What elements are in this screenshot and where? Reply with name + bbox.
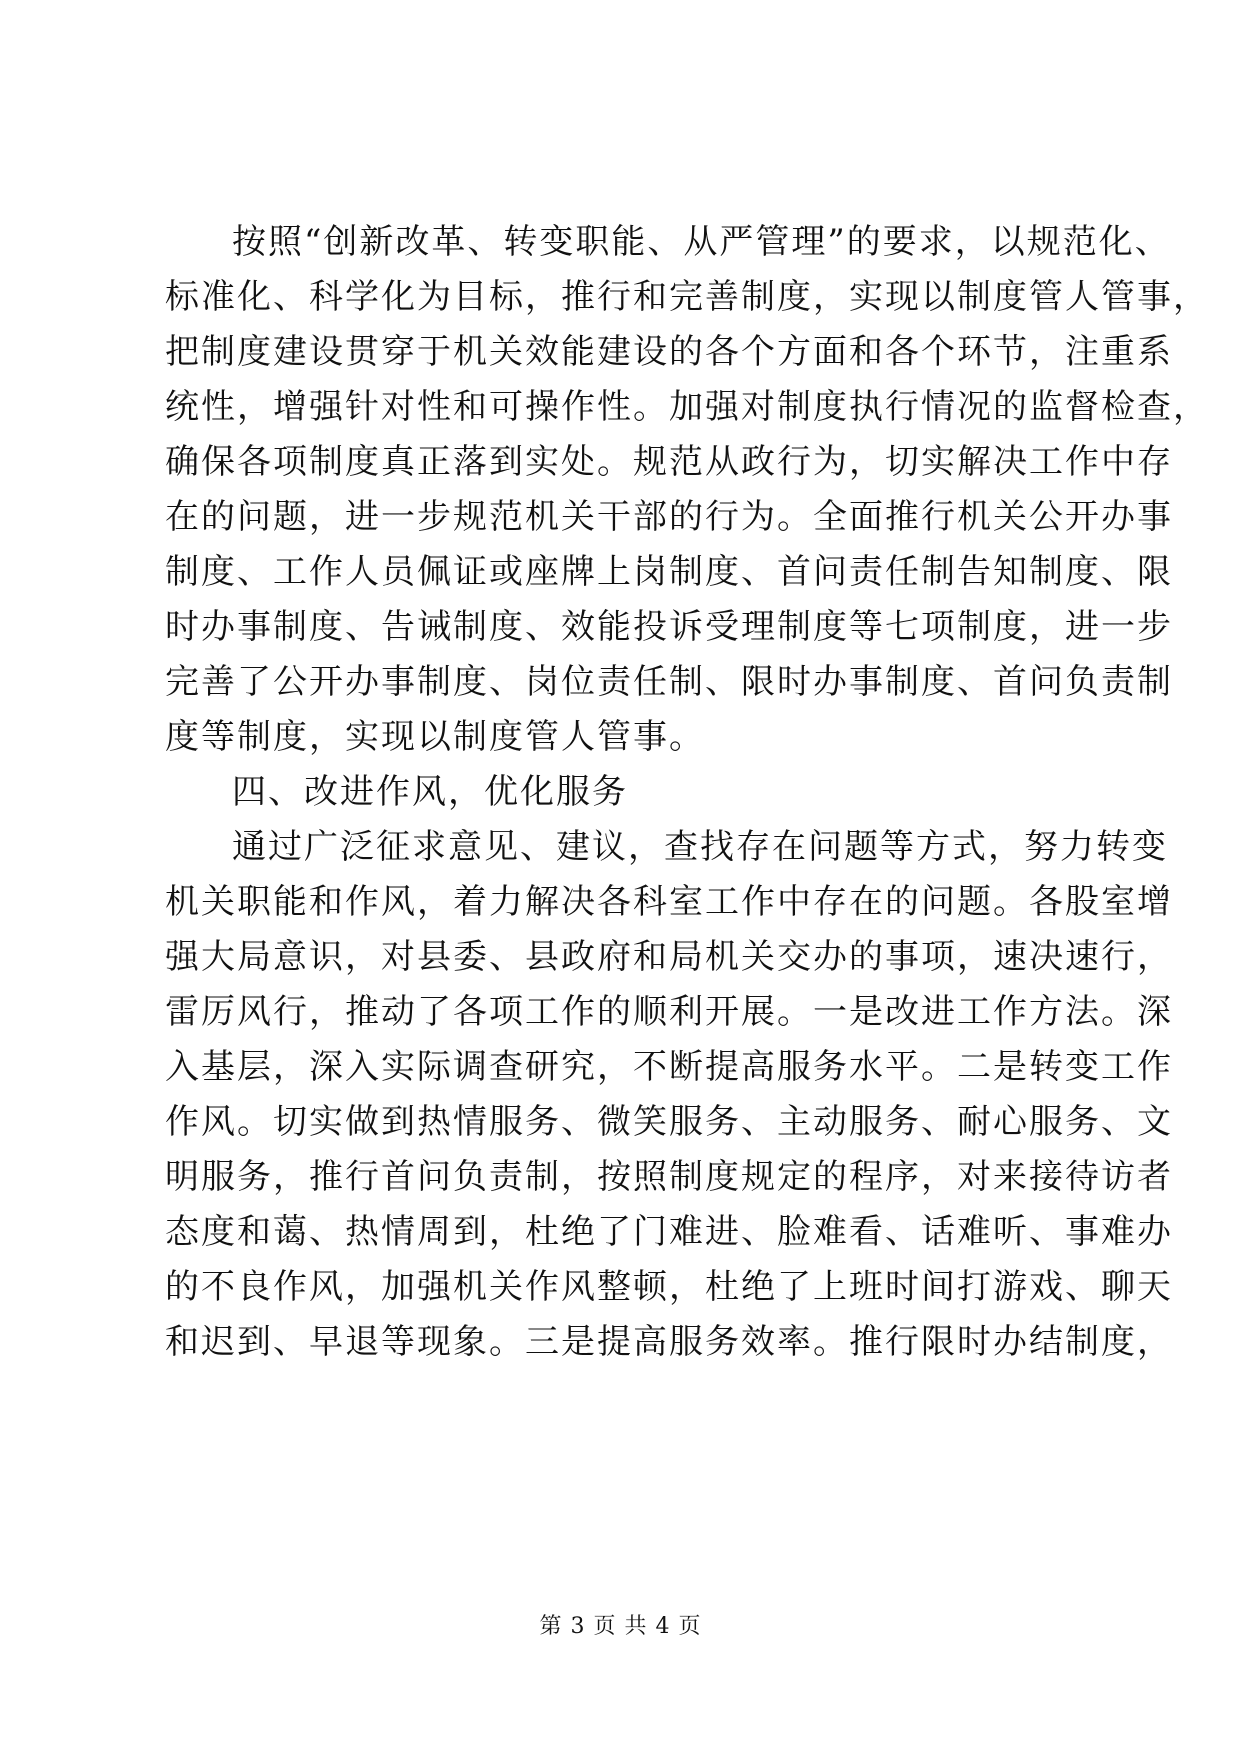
text-line: 和迟到、早退等现象。三是提高服务效率。推行限时办结制度， [165, 1322, 1173, 1362]
text-line: 的不良作风，加强机关作风整顿，杜绝了上班时间打游戏、聊天 [165, 1267, 1173, 1307]
text-line: 强大局意识，对县委、县政府和局机关交办的事项，速决速行， [165, 937, 1173, 977]
text-line: 按照“创新改革、转变职能、从严管理”的要求，以规范化、 [232, 222, 1171, 262]
text-line: 把制度建设贯穿于机关效能建设的各个方面和各个环节，注重系 [165, 332, 1173, 372]
text-line: 入基层，深入实际调查研究，不断提高服务水平。二是转变工作 [165, 1047, 1173, 1087]
text-line: 统性，增强针对性和可操作性。加强对制度执行情况的监督检查， [165, 387, 1209, 427]
page-number-footer: 第 3 页 共 4 页 [539, 1614, 702, 1639]
text-line: 度等制度，实现以制度管人管事。 [165, 717, 705, 757]
text-line: 完善了公开办事制度、岗位责任制、限时办事制度、首问负责制 [165, 662, 1173, 702]
text-line: 确保各项制度真正落到实处。规范从政行为，切实解决工作中存 [165, 442, 1173, 482]
text-line: 制度、工作人员佩证或座牌上岗制度、首问责任制告知制度、限 [165, 552, 1173, 592]
text-line: 标准化、科学化为目标，推行和完善制度，实现以制度管人管事， [165, 277, 1209, 317]
text-line: 在的问题，进一步规范机关干部的行为。全面推行机关公开办事 [165, 497, 1173, 537]
text-line: 作风。切实做到热情服务、微笑服务、主动服务、耐心服务、文 [165, 1102, 1173, 1142]
text-line: 态度和蔼、热情周到，杜绝了门难进、脸难看、话难听、事难办 [165, 1212, 1173, 1252]
text-line: 明服务，推行首问负责制，按照制度规定的程序，对来接待访者 [165, 1157, 1173, 1197]
text-line: 雷厉风行，推动了各项工作的顺利开展。一是改进工作方法。深 [165, 992, 1173, 1032]
text-line: 时办事制度、告诫制度、效能投诉受理制度等七项制度，进一步 [165, 607, 1173, 647]
text-line: 通过广泛征求意见、建议，查找存在问题等方式，努力转变 [232, 827, 1168, 867]
section-heading: 四、改进作风，优化服务 [232, 772, 628, 812]
text-line: 机关职能和作风，着力解决各科室工作中存在的问题。各股室增 [165, 882, 1173, 922]
